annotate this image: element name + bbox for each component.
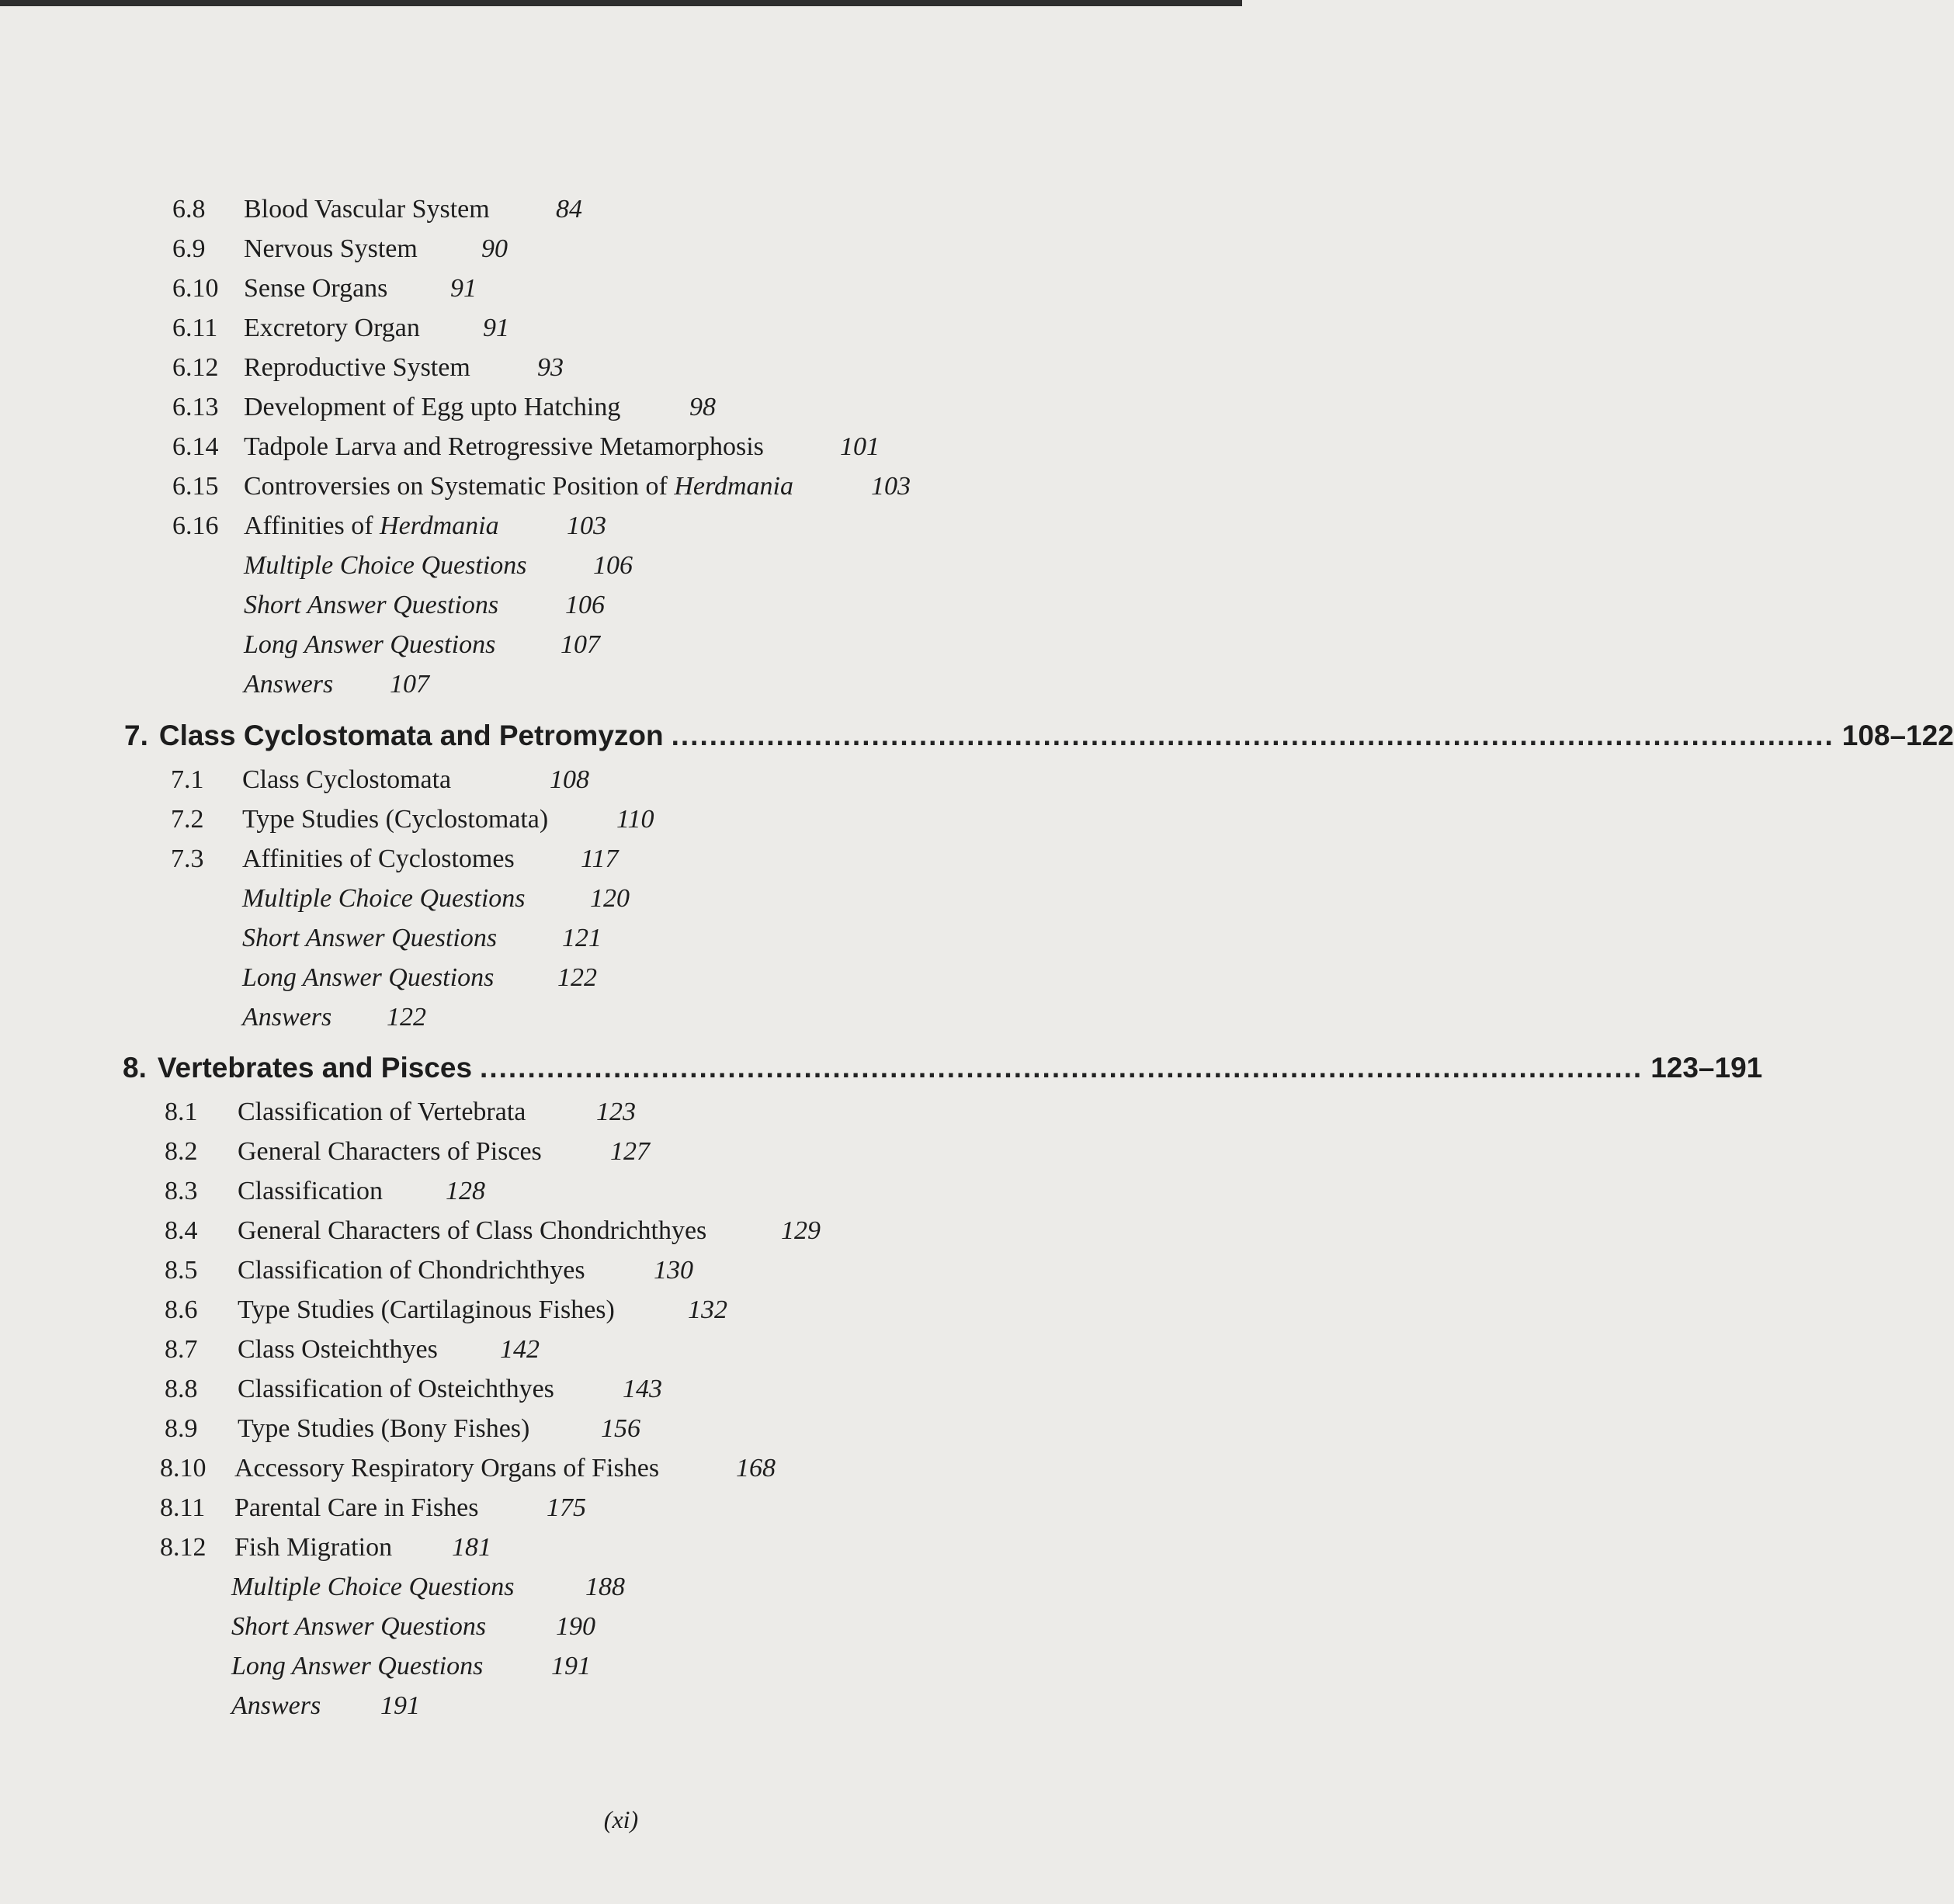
- toc-entry[interactable]: [172, 546, 1104, 586]
- section-number: 8.8: [165, 1375, 198, 1403]
- toc-entry[interactable]: [165, 1092, 1096, 1132]
- section-number: 6.15: [172, 472, 219, 501]
- toc-entry[interactable]: [160, 1686, 1092, 1726]
- toc-entry[interactable]: [172, 308, 1104, 349]
- section-title: Long Answer Questions: [242, 963, 495, 992]
- page-number: 191: [551, 1652, 591, 1680]
- section-title-text: Affinities of: [244, 512, 380, 540]
- page-number: 142: [500, 1335, 540, 1364]
- section-title: Affinities of Cyclostomes: [242, 844, 515, 873]
- section-number: 8.4: [165, 1216, 198, 1245]
- toc-entry[interactable]: [165, 1369, 1096, 1410]
- section-number: 6.14: [172, 432, 219, 461]
- page-number: 127: [610, 1137, 650, 1166]
- page-number: 190: [556, 1612, 595, 1641]
- toc-entry[interactable]: [172, 189, 1104, 230]
- section-title: Class Osteichthyes: [238, 1335, 438, 1364]
- page-top-edge: [0, 0, 1242, 6]
- section-title: Answers: [231, 1691, 321, 1720]
- section-title-text: Controversies on Systematic Position of: [244, 472, 675, 501]
- toc-entry[interactable]: [172, 585, 1104, 626]
- section-title: Type Studies (Cartilaginous Fishes): [238, 1295, 615, 1324]
- page-number: 98: [689, 393, 716, 421]
- section-title: Classification: [238, 1177, 383, 1205]
- section-number: 8.11: [160, 1493, 206, 1522]
- section-title: Tadpole Larva and Retrogressive Metamorphosis: [244, 432, 764, 461]
- section-title: [244, 466, 793, 507]
- toc-entry[interactable]: [172, 269, 1104, 309]
- page-number: 128: [446, 1177, 485, 1205]
- toc-entry[interactable]: [171, 839, 1102, 879]
- chapter-heading[interactable]: [123, 1045, 1763, 1091]
- section-number: 7.2: [171, 805, 204, 834]
- section-title: Type Studies (Cyclostomata): [242, 805, 549, 834]
- section-number: 7.3: [171, 844, 204, 873]
- toc-entry[interactable]: [172, 229, 1104, 269]
- toc-entry[interactable]: [160, 1528, 1092, 1568]
- section-title: Fish Migration: [234, 1533, 393, 1562]
- section-title: Multiple Choice Questions: [231, 1573, 515, 1601]
- toc-entry[interactable]: [171, 799, 1102, 840]
- chapter-title: Class Cyclostomata and Petromyzon: [158, 720, 664, 751]
- page-number: 120: [590, 884, 630, 913]
- toc-entry[interactable]: [171, 760, 1102, 800]
- page-number: 188: [585, 1573, 625, 1601]
- section-title: Long Answer Questions: [231, 1652, 484, 1680]
- page-number: 121: [562, 924, 602, 952]
- dot-leader: ..........................................................................................................................: [480, 1052, 1643, 1084]
- section-number: 8.1: [165, 1098, 198, 1126]
- page-number: 90: [481, 234, 508, 263]
- toc-entry[interactable]: [172, 427, 1104, 467]
- section-title: Answers: [242, 1003, 332, 1032]
- section-title: Accessory Respiratory Organs of Fishes: [234, 1454, 660, 1483]
- section-title: Long Answer Questions: [244, 630, 496, 659]
- page-number: 156: [601, 1414, 640, 1443]
- section-title: Short Answer Questions: [231, 1612, 487, 1641]
- section-number: 8.9: [165, 1414, 198, 1443]
- section-title: Multiple Choice Questions: [242, 884, 526, 913]
- section-title-genus: Herdmania: [674, 472, 793, 501]
- toc-entry[interactable]: [172, 387, 1104, 428]
- page-number: 123: [596, 1098, 636, 1126]
- page-number: 175: [547, 1493, 586, 1522]
- page-number: 122: [387, 1003, 426, 1032]
- toc-entry[interactable]: [160, 1488, 1092, 1528]
- chapter-title: Vertebrates and Pisces: [157, 1052, 473, 1084]
- section-title: General Characters of Pisces: [238, 1137, 542, 1166]
- page-number: 106: [565, 591, 605, 619]
- toc-entry[interactable]: [165, 1171, 1096, 1212]
- toc-entry[interactable]: [165, 1330, 1096, 1370]
- page-number: 168: [736, 1454, 776, 1483]
- section-number: 8.7: [165, 1335, 198, 1364]
- section-number: 6.11: [172, 314, 218, 342]
- section-title: Blood Vascular System: [244, 195, 490, 224]
- page-number: 110: [616, 805, 654, 834]
- section-title: [244, 506, 499, 546]
- section-number: 6.9: [172, 234, 206, 263]
- section-title: Classification of Osteichthyes: [238, 1375, 554, 1403]
- section-title: Answers: [244, 670, 334, 699]
- page-number: 122: [557, 963, 597, 992]
- toc-entry[interactable]: [165, 1409, 1096, 1449]
- chapter-number: 7.: [124, 720, 148, 751]
- section-title: Parental Care in Fishes: [234, 1493, 479, 1522]
- section-number: 8.3: [165, 1177, 198, 1205]
- section-number: 6.16: [172, 512, 219, 540]
- toc-entry[interactable]: [172, 506, 1104, 546]
- section-number: 6.12: [172, 353, 219, 382]
- toc-entry[interactable]: [160, 1567, 1092, 1607]
- contents-page: [0, 6, 1954, 1904]
- section-title: Sense Organs: [244, 274, 388, 303]
- section-number: 8.5: [165, 1256, 198, 1285]
- toc-entry[interactable]: [171, 879, 1102, 919]
- toc-entry[interactable]: [172, 625, 1104, 665]
- page-number: 84: [556, 195, 582, 224]
- section-title: Type Studies (Bony Fishes): [238, 1414, 530, 1443]
- section-title: Excretory Organ: [244, 314, 420, 342]
- page-number: 103: [871, 472, 911, 501]
- section-title: Short Answer Questions: [244, 591, 499, 619]
- page-number: 91: [450, 274, 477, 303]
- section-title: Multiple Choice Questions: [244, 551, 527, 580]
- section-title: Class Cyclostomata: [242, 765, 452, 794]
- page-number: 117: [581, 844, 619, 873]
- section-number: 7.1: [171, 765, 204, 794]
- page-number: 129: [781, 1216, 821, 1245]
- chapter-heading[interactable]: [124, 713, 1954, 759]
- page-number: 181: [452, 1533, 491, 1562]
- toc-entry[interactable]: [171, 918, 1102, 959]
- chapter-page-range: 123–191: [1650, 1052, 1763, 1084]
- section-title: Reproductive System: [244, 353, 470, 382]
- section-title: Short Answer Questions: [242, 924, 498, 952]
- section-title: Development of Egg upto Hatching: [244, 393, 621, 421]
- section-number: 8.2: [165, 1137, 198, 1166]
- page-number: 101: [840, 432, 880, 461]
- toc-entry[interactable]: [165, 1250, 1096, 1291]
- toc-entry[interactable]: [160, 1607, 1092, 1647]
- section-number: 8.12: [160, 1533, 207, 1562]
- toc-entry[interactable]: [172, 664, 1104, 705]
- section-title-genus: Herdmania: [380, 512, 499, 540]
- page-number: 93: [537, 353, 564, 382]
- toc-entry[interactable]: [165, 1211, 1096, 1251]
- page-number: 108: [550, 765, 589, 794]
- toc-entry[interactable]: [171, 997, 1102, 1038]
- section-number: 8.6: [165, 1295, 198, 1324]
- section-number: 6.10: [172, 274, 219, 303]
- chapter-page-range: 108–122: [1841, 720, 1954, 751]
- page-number: 191: [380, 1691, 420, 1720]
- toc-entry[interactable]: [160, 1448, 1092, 1489]
- section-title: Classification of Chondrichthyes: [238, 1256, 585, 1285]
- section-title: Nervous System: [244, 234, 418, 263]
- chapter-number: 8.: [123, 1052, 147, 1084]
- toc-entry[interactable]: [165, 1132, 1096, 1172]
- page-number: 130: [654, 1256, 693, 1285]
- page-number: 91: [483, 314, 509, 342]
- page-number: 106: [593, 551, 633, 580]
- toc-entry[interactable]: [172, 348, 1104, 388]
- page-number: 107: [561, 630, 600, 659]
- dot-leader: ..........................................................................................................................: [671, 720, 1834, 751]
- toc-entry[interactable]: [171, 958, 1102, 998]
- toc-entry[interactable]: [165, 1290, 1096, 1330]
- page-number: 103: [567, 512, 606, 540]
- page-number: 143: [623, 1375, 662, 1403]
- section-title: General Characters of Class Chondrichthyes: [238, 1216, 707, 1245]
- section-number: 6.13: [172, 393, 219, 421]
- section-number: 8.10: [160, 1454, 207, 1483]
- page-number: 107: [390, 670, 429, 699]
- toc-entry[interactable]: [160, 1646, 1092, 1687]
- page-folio: (xi): [603, 1805, 639, 1833]
- section-title: Classification of Vertebrata: [238, 1098, 526, 1126]
- page-number: 132: [688, 1295, 727, 1324]
- section-number: 6.8: [172, 195, 206, 224]
- toc-entry[interactable]: [172, 466, 1104, 507]
